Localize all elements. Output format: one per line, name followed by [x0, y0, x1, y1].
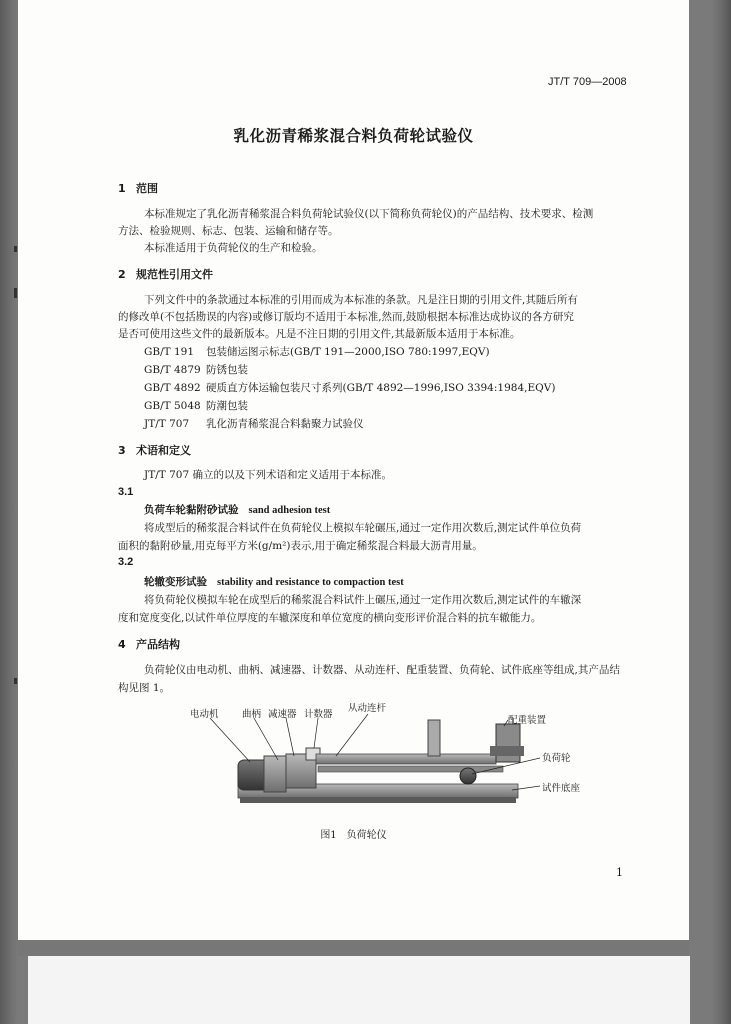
reference-item: GB/T 4879 防锈包装	[144, 364, 248, 376]
section-1-line-1: 本标准规定了乳化沥青稀浆混合料负荷轮试验仪(以下简称负荷轮仪)的产品结构、技术要求、检测	[144, 208, 594, 220]
page-separator	[18, 940, 689, 956]
section-4-heading: 4 产品结构	[118, 638, 180, 651]
term-3-2: 轮辙变形试验 stability and resistance to compaction test	[144, 576, 404, 588]
figure-caption: 图1 负荷轮仪	[320, 830, 387, 841]
margin-mark	[14, 246, 17, 252]
weight-device	[496, 724, 520, 762]
reference-item: GB/T 4892 硬质直方体运输包装尺寸系列(GB/T 4892—1996,ISO 3394:1984,EQV)	[144, 382, 556, 394]
term-3-1-line-1: 将成型后的稀浆混合料试件在负荷轮仪上模拟车轮碾压,通过一定作用次数后,测定试件单位负荷	[144, 522, 582, 534]
reference-item: JT/T 707 乳化沥青稀浆混合料黏聚力试验仪	[144, 418, 364, 430]
section-2-line-1: 下列文件中的条款通过本标准的引用而成为本标准的条款。凡是注日期的引用文件,其随后所有	[144, 294, 578, 306]
label-weight-device: 配重装置	[508, 715, 547, 726]
section-4-line-2: 构见图 1。	[118, 682, 171, 694]
label-counter: 计数器	[304, 709, 333, 720]
margin-mark	[14, 678, 17, 684]
document-page	[18, 0, 689, 940]
section-3-intro: JT/T 707 确立的以及下列术语和定义适用于本标准。	[144, 469, 392, 481]
load-wheel	[460, 768, 476, 784]
reference-item: GB/T 5048 防潮包装	[144, 400, 248, 412]
section-1-line-2: 方法、检验规则、标志、包装、运输和储存等。	[118, 225, 339, 237]
section-2-heading: 2 规范性引用文件	[118, 268, 213, 281]
figure-1-apparatus	[168, 696, 588, 826]
reference-item: GB/T 191 包装储运图示标志(GB/T 191—2000,ISO 780:1997,EQV)	[144, 346, 490, 358]
term-3-2-line-1: 将负荷轮仪模拟车轮在成型后的稀浆混合料试件上碾压,通过一定作用次数后,测定试件的车辙深	[144, 594, 582, 606]
section-1-heading: 1 范围	[118, 182, 158, 195]
label-load-wheel: 负荷轮	[542, 753, 571, 764]
section-4-line-1: 负荷轮仪由电动机、曲柄、减速器、计数器、从动连杆、配重装置、负荷轮、试件底座等组成,其产品结	[144, 664, 620, 676]
section-1-line-3: 本标准适用于负荷轮仪的生产和检验。	[144, 242, 323, 254]
document-title: 乳化沥青稀浆混合料负荷轮试验仪	[233, 127, 474, 145]
next-page	[28, 956, 690, 1024]
label-driven-link: 从动连杆	[348, 703, 387, 714]
term-3-1-line-2: 面积的黏附砂量,用克每平方米(g/m²)表示,用于确定稀浆混合料最大沥青用量。	[118, 540, 483, 552]
clause-3-2-number: 3.2	[118, 556, 134, 568]
driven-link	[316, 754, 496, 764]
section-3-heading: 3 术语和定义	[118, 444, 191, 457]
label-reducer: 减速器	[268, 709, 297, 720]
term-3-2-line-2: 度和宽度变化,以试件单位厚度的车辙深度和单位宽度的横向变形评价混合料的抗车辙能力。	[118, 612, 542, 624]
label-specimen-base: 试件底座	[542, 783, 581, 794]
clause-3-1-number: 3.1	[118, 486, 134, 498]
section-2-line-3: 是否可使用这些文件的最新版本。凡是不注日期的引用文件,其最新版本适用于本标准。	[118, 328, 521, 340]
page-number: 1	[616, 866, 623, 879]
term-3-1: 负荷车轮黏附砂试验 sand adhesion test	[144, 504, 331, 516]
label-crank: 曲柄	[242, 709, 262, 720]
document-id: JT/T 709—2008	[548, 76, 627, 88]
label-motor: 电动机	[190, 709, 219, 720]
section-2-line-2: 的修改单(不包括勘误的内容)或修订版均不适用于本标准,然而,鼓励根据本标准达成协议的各方研究	[118, 311, 574, 323]
margin-mark	[14, 288, 17, 298]
